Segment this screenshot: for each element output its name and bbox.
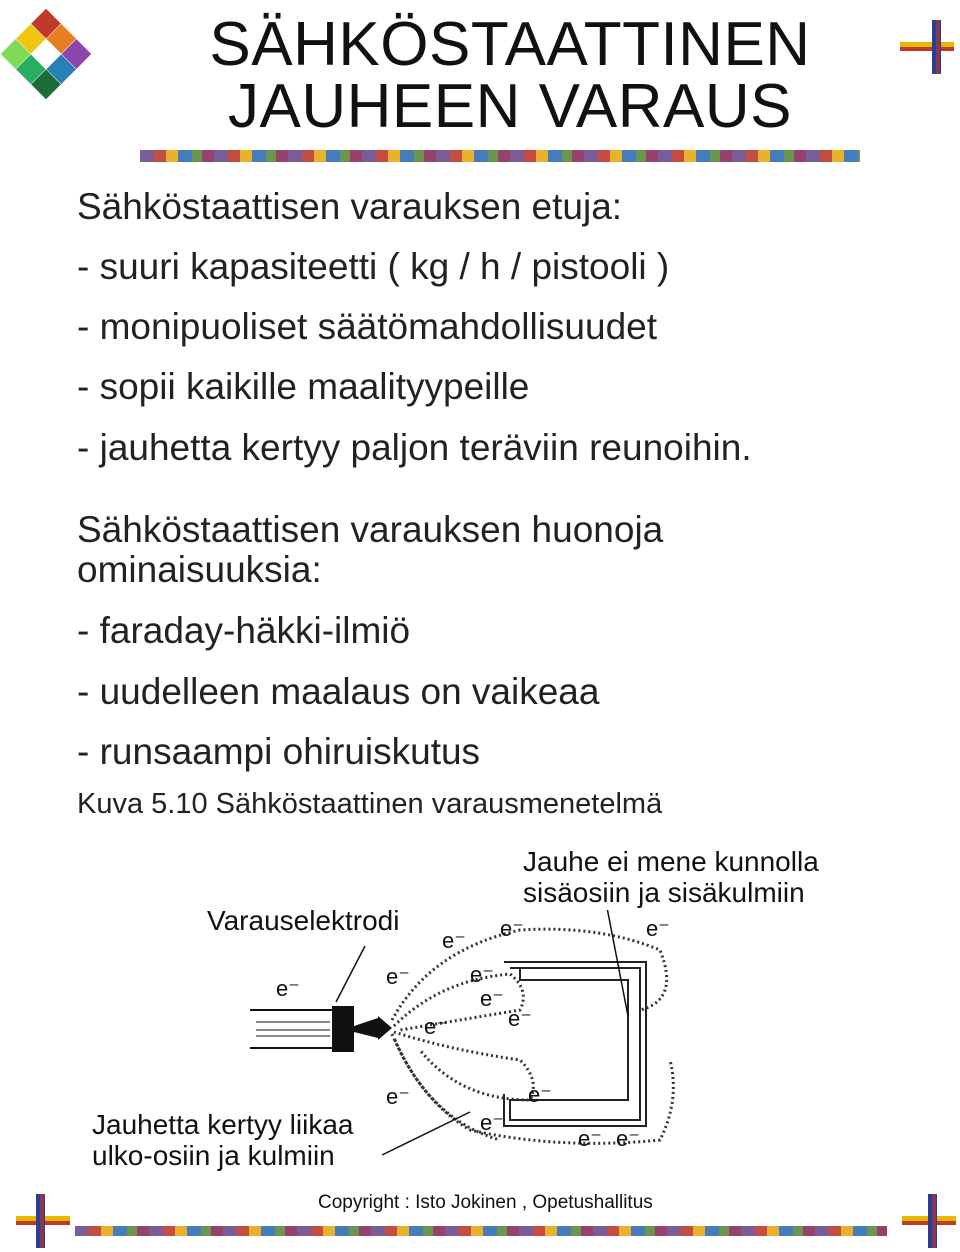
page-title — [130, 10, 890, 141]
advantages-heading: Sähköstaattisen varauksen etuja: — [77, 186, 623, 227]
advantage-item: - suuri kapasiteetti ( kg / h / pistooli ) — [77, 246, 670, 287]
disadvantage-item: - faraday-häkki-ilmiö — [77, 610, 411, 651]
spray-gun — [250, 1010, 336, 1048]
outer-pointer — [382, 1112, 470, 1155]
electron-symbol: e⁻ — [442, 928, 466, 953]
electrode-pointer — [336, 946, 365, 1002]
disadvantages-heading-line-1: Sähköstaattisen varauksen huonoja — [77, 509, 664, 550]
workpiece — [504, 962, 646, 1126]
figure-caption: Kuva 5.10 Sähköstaattinen varausmenetelmä — [77, 788, 663, 820]
title-divider — [140, 150, 860, 162]
cross-icon — [896, 16, 958, 78]
title-line-1: SÄHKÖSTAATTINEN — [209, 10, 811, 79]
electron-symbol: e⁻ — [528, 1082, 552, 1107]
cross-icon — [898, 1190, 960, 1252]
electrode-block — [332, 1006, 354, 1052]
electron-symbol: e⁻ — [276, 976, 300, 1001]
advantage-item: - sopii kaikille maalityypeille — [77, 366, 530, 407]
advantage-item: - monipuoliset säätömahdollisuudet — [77, 306, 658, 347]
electron-symbol: e⁻ — [480, 1110, 504, 1135]
electron-symbol: e⁻ — [646, 916, 670, 941]
electron-symbol: e⁻ — [424, 1014, 448, 1039]
disadvantage-item: - runsaampi ohiruiskutus — [77, 731, 481, 772]
electrostatic-diagram — [240, 910, 700, 1170]
label-electrode: Varauselektrodi — [207, 905, 400, 936]
color-diamond-logo — [0, 0, 92, 108]
nozzle — [354, 1018, 378, 1038]
footer-divider — [75, 1226, 887, 1236]
disadvantage-item: - uudelleen maalaus on vaikeaa — [77, 671, 600, 712]
electron-symbol: e⁻ — [578, 1126, 602, 1151]
advantage-item: - jauhetta kertyy paljon teräviin reunoihin. — [77, 427, 752, 468]
label-outer-line-2: ulko-osiin ja kulmiin — [92, 1140, 335, 1171]
electron-symbol: e⁻ — [470, 962, 494, 987]
electron-symbol: e⁻ — [500, 916, 524, 941]
electron-symbol: e⁻ — [616, 1126, 640, 1151]
electron-symbol: e⁻ — [386, 1084, 410, 1109]
electron-symbol: e⁻ — [386, 964, 410, 989]
disadvantages-heading-line-2: ominaisuuksia: — [77, 549, 322, 590]
label-inner-line-1: Jauhe ei mene kunnolla — [523, 846, 819, 877]
label-outer-line-1: Jauhetta kertyy liikaa — [92, 1109, 354, 1140]
cross-icon — [12, 1190, 74, 1252]
label-inner-line-2: sisäosiin ja sisäkulmiin — [523, 877, 805, 908]
copyright-text: Copyright : Isto Jokinen , Opetushallitus — [318, 1192, 653, 1213]
title-line-2: JAUHEEN VARAUS — [228, 72, 792, 141]
electron-symbol: e⁻ — [508, 1006, 532, 1031]
electron-symbol: e⁻ — [480, 986, 504, 1011]
